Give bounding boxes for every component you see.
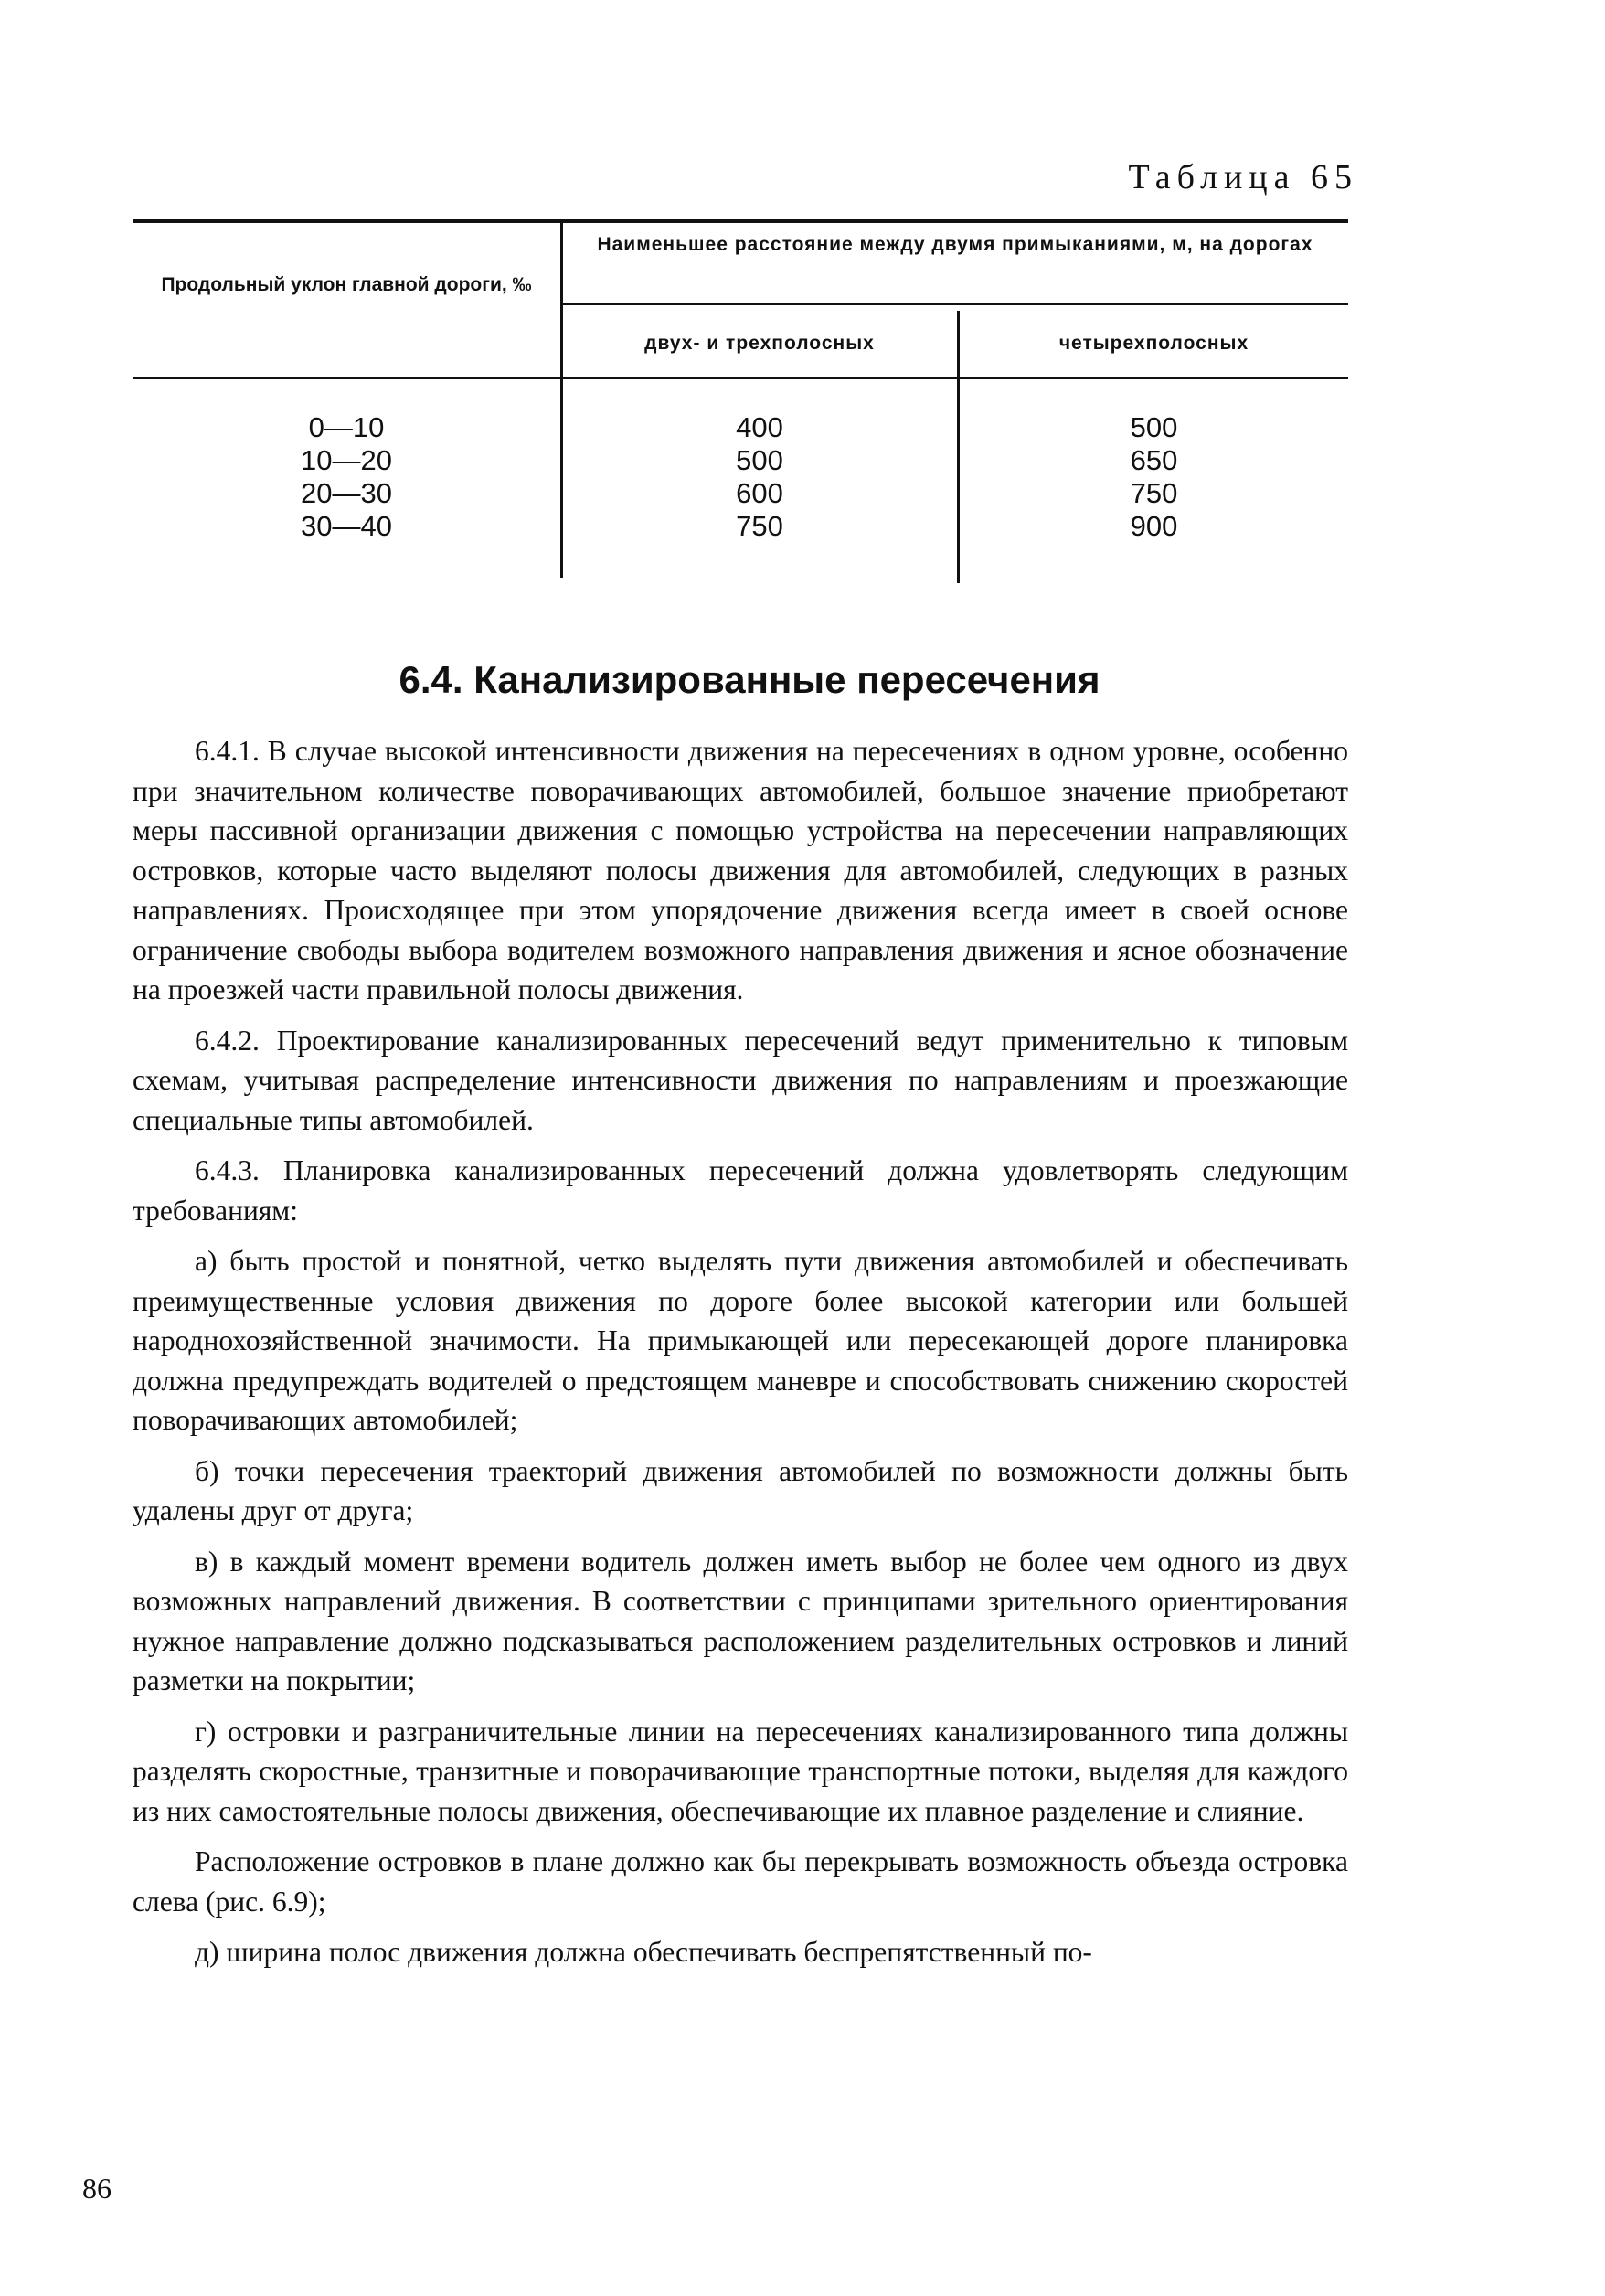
column-four-lane: [960, 411, 1348, 543]
table-cell: 500: [736, 444, 783, 476]
table-caption: Таблица 65: [1128, 158, 1358, 197]
table-cell: 650: [1130, 444, 1178, 476]
paragraph: 6.4.2. Проектирование канализированных пересечений ведут применительно к типовым схемам, учитывая распределение интенсивности движения по направлениям и проезжающие специальные типы автомобилей.: [133, 1024, 1348, 1136]
paragraph: в) в каждый момент времени водитель должен иметь выбор не более чем одного из двух возможных направлений движения. В соответствии с принципами зрительного ориентирования нужное направление должно подсказываться расположением разделительных островков и линий разметки на покрытии;: [133, 1545, 1348, 1696]
table-header-rule: [133, 377, 1348, 379]
column-slope: [133, 411, 560, 543]
table-cell: 600: [736, 477, 783, 509]
section-title: 6.4. Канализированные пересечения: [399, 658, 1100, 701]
table-cell: 900: [1130, 510, 1178, 542]
column-two-three-lane: [562, 411, 957, 543]
paragraph: д) ширина полос движения должна обеспечивать беспрепятственный по-: [195, 1936, 1092, 1968]
table-cell: 0—10: [308, 411, 385, 443]
paragraph: г) островки и разграничительные линии на пересечениях канализированного типа должны разделять скоростные, транзитные и поворачивающие транспортные потоки, выделяя для каждого из них самостоятельные полосы движения, обеспечивающие их плавное разделение и слияние.: [133, 1715, 1348, 1827]
table-cell: 500: [1130, 411, 1178, 443]
table-cell: 20—30: [301, 477, 392, 509]
paragraph: Расположение островков в плане должно как бы перекрывать возможность объезда островка слева (рис. 6.9);: [133, 1845, 1348, 1918]
header-distance: Наименьшее расстояние между двумя примыканиями, м, на дорогах: [597, 234, 1313, 255]
table-cell: 10—20: [301, 444, 392, 476]
header-four-lane: четырехполосных: [1058, 333, 1249, 354]
table-cell: 30—40: [301, 510, 392, 542]
table-cell: 750: [736, 510, 783, 542]
paragraph: а) быть простой и понятной, четко выделять пути движения автомобилей и обеспечивать преимущественные условия движения по дороге более высокой категории или большей народнохозяйственной значимости. На примыкающей или пересекающей дороге планировка должна предупреждать водителей о предстоящем маневре и способствовать снижению скоростей поворачивающих автомобилей;: [133, 1245, 1348, 1436]
table-subheader-rule: [560, 303, 1348, 305]
header-slope: Продольный уклон главной дороги, ‰: [161, 274, 532, 295]
body-text: [133, 731, 1348, 1983]
paragraph: 6.4.1. В случае высокой интенсивности движения на пересечениях в одном уровне, особенно при значительном количестве поворачивающих автомобилей, большое значение приобретают меры пассивной организации движения с помощью устройства на пересечении направляющих островков, которые часто выделяют полосы движения для автомобилей, следующих в разных направлениях. Происходящее при этом упорядочение движения всегда имеет в своей основе ограничение свободы выбора водителем возможного направления движения и ясное обозначение на проезжей части правильной полосы движения.: [133, 735, 1348, 1005]
page-number: 86: [82, 2172, 112, 2205]
data-table: [133, 219, 1348, 585]
table-cell: 400: [736, 411, 783, 443]
table-top-rule: [133, 219, 1348, 223]
table-cell: 750: [1130, 477, 1178, 509]
paragraph: 6.4.3. Планировка канализированных пересечений должна удовлетворять следующим требованиям:: [133, 1154, 1348, 1227]
paragraph: б) точки пересечения траекторий движения автомобилей по возможности должны быть удалены друг от друга;: [133, 1454, 1348, 1526]
header-two-three-lane: двух- и трехполосных: [644, 333, 875, 354]
